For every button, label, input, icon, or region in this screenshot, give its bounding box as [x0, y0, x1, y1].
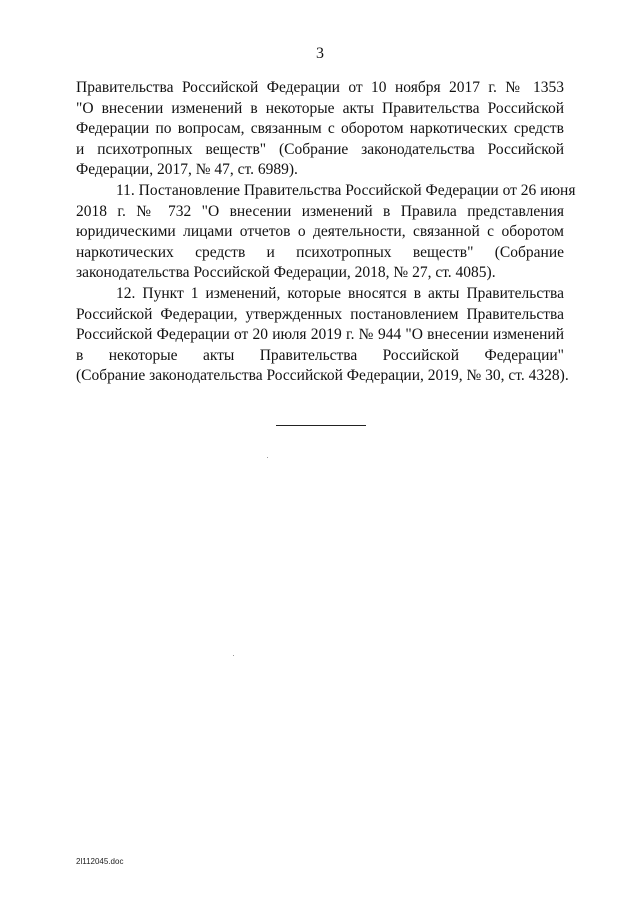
paragraph-continuation [76, 78, 564, 181]
file-name-footer: 2l112045.doc [76, 857, 124, 866]
text-line: 2018 г. № 732 "О внесении изменений в Правила представления [76, 202, 564, 220]
text-line: и психотропных веществ" (Собрание законодательства Российской [76, 140, 564, 158]
text-line: 11. Постановление Правительства Российской Федерации от 26 июня [116, 181, 576, 199]
text-line: в некоторые акты Правительства Российской Федерации" [76, 346, 564, 364]
text-line: юридическими лицами отчетов о деятельности, связанной с оборотом [76, 223, 564, 241]
text-line: Российской Федерации от 20 июля 2019 г. № 944 "О внесении изменений [76, 326, 564, 344]
scan-speck [267, 457, 268, 458]
text-line: Федерации по вопросам, связанным с оборотом наркотических средств [76, 120, 564, 138]
text-line: Российской Федерации, утвержденных постановлением Правительства [76, 305, 564, 323]
paragraph-item-11 [76, 181, 576, 284]
document-body [76, 78, 576, 387]
text-line: 12. Пункт 1 изменений, которые вносятся в акты Правительства [116, 284, 564, 302]
text-line: законодательства Российской Федерации, 2018, № 27, ст. 4085). [76, 264, 496, 282]
page-number: 3 [316, 45, 324, 62]
separator-line [276, 425, 366, 426]
text-line: Федерации, 2017, № 47, ст. 6989). [76, 161, 298, 179]
text-line: Правительства Российской Федерации от 10 ноября 2017 г. № 1353 [76, 79, 564, 96]
text-line: (Собрание законодательства Российской Федерации, 2019, № 30, ст. 4328). [76, 367, 569, 385]
scan-speck [233, 655, 234, 656]
text-line: наркотических средств и психотропных веществ" (Собрание [76, 243, 564, 261]
paragraph-item-12 [76, 284, 569, 387]
text-line: "О внесении изменений в некоторые акты Правительства Российской [76, 99, 564, 117]
